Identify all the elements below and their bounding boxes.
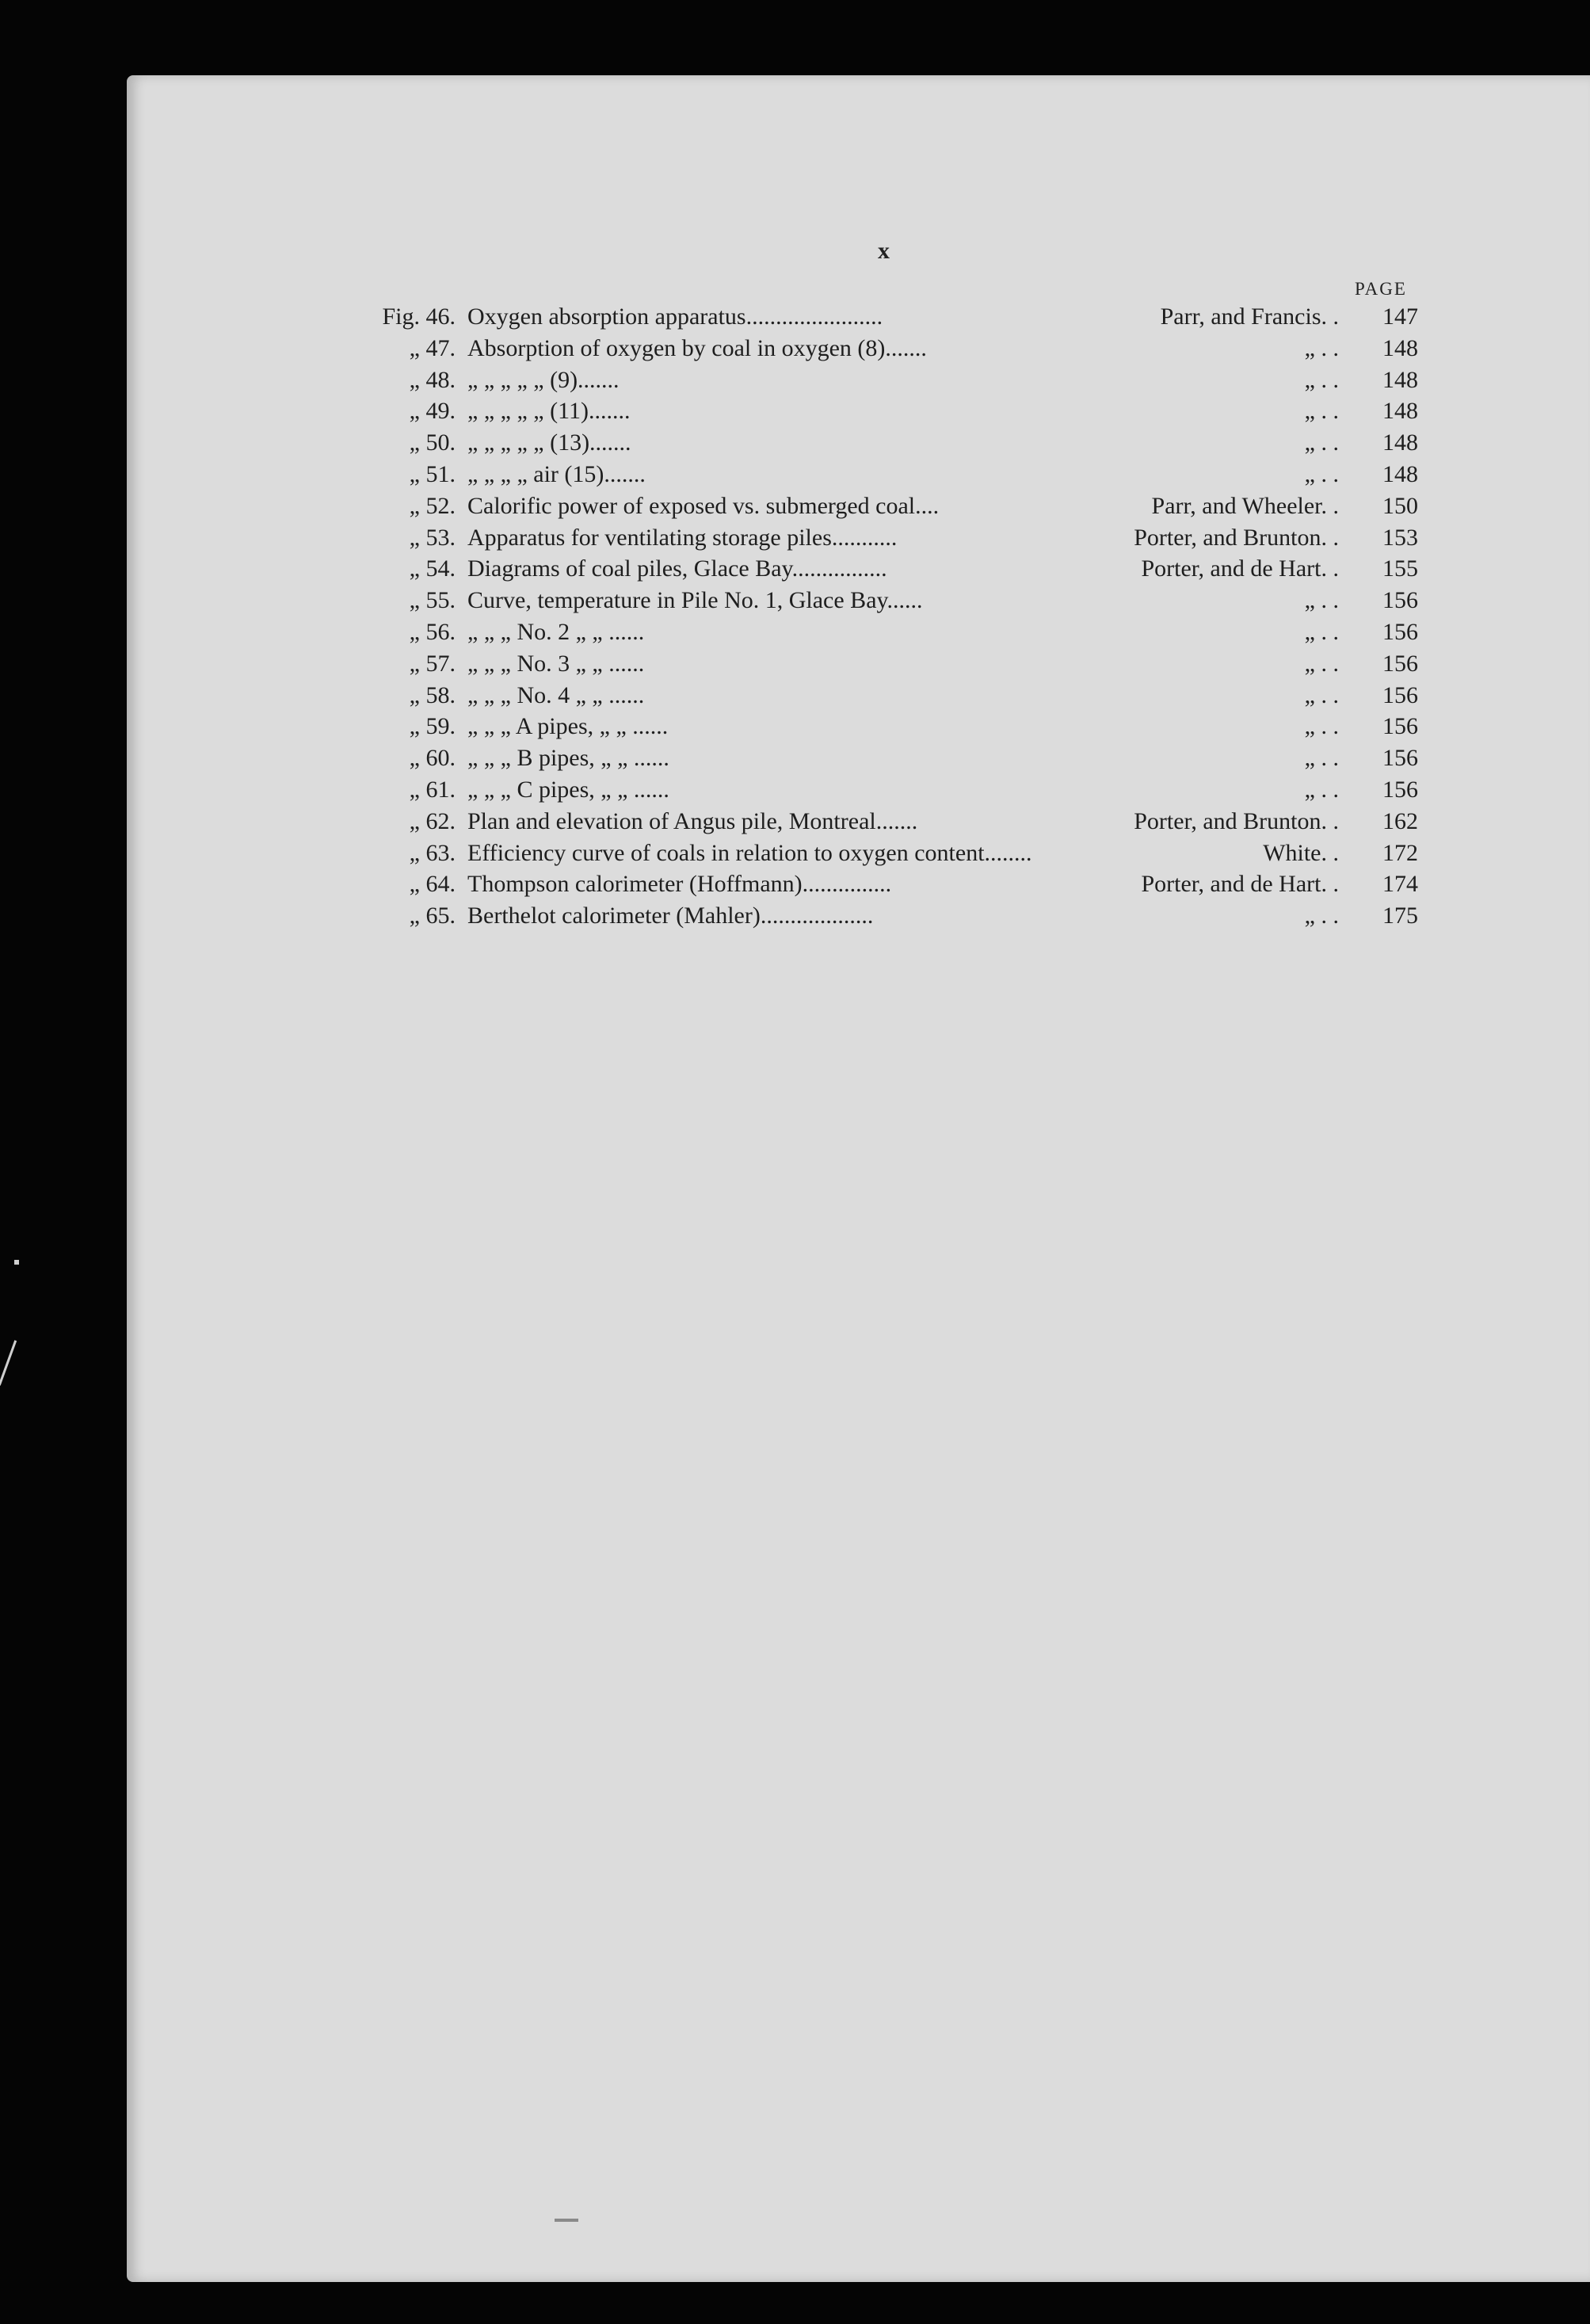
figure-author: „ . . — [1304, 334, 1339, 361]
figure-author: „ . . — [1304, 903, 1339, 929]
figure-page: 156 — [1382, 713, 1418, 740]
list-item — [357, 335, 1418, 367]
figure-page: 155 — [1382, 555, 1418, 582]
figure-page: 148 — [1382, 429, 1418, 456]
list-item — [357, 367, 1418, 399]
figure-title: Absorption of oxygen by coal in oxygen (8)....... — [467, 334, 927, 361]
figure-page: 147 — [1382, 303, 1418, 330]
figure-page: 150 — [1382, 492, 1418, 519]
figure-author: „ . . — [1304, 429, 1339, 456]
list-item — [357, 461, 1418, 493]
figure-number: „ 59. — [409, 713, 456, 740]
figure-title: Thompson calorimeter (Hoffmann)............... — [467, 871, 892, 898]
figure-author: „ . . — [1304, 461, 1339, 487]
list-item — [357, 587, 1418, 619]
list-item — [357, 493, 1418, 525]
figure-page: 148 — [1382, 334, 1418, 361]
figure-title: „ „ „ „ „ (13)....... — [467, 429, 631, 456]
figure-title: „ „ „ C pipes, „ „ ...... — [467, 777, 669, 803]
list-item — [357, 745, 1418, 777]
list-item — [357, 651, 1418, 682]
scan-speck — [0, 1340, 17, 1385]
figure-author: „ . . — [1304, 366, 1339, 393]
figure-page: 156 — [1382, 587, 1418, 614]
list-item — [357, 682, 1418, 714]
figure-number: „ 49. — [409, 398, 456, 425]
figure-title: Efficiency curve of coals in relation to oxygen content........ — [467, 839, 1032, 866]
figure-page: 174 — [1382, 871, 1418, 898]
figure-number: „ 57. — [409, 650, 456, 677]
figure-number: „ 61. — [409, 777, 456, 803]
figure-page: 148 — [1382, 366, 1418, 393]
list-item — [357, 398, 1418, 429]
figure-title: Apparatus for ventilating storage piles........... — [467, 524, 898, 551]
figure-author: „ . . — [1304, 777, 1339, 803]
figure-title: „ „ „ B pipes, „ „ ...... — [467, 745, 669, 772]
figure-page: 153 — [1382, 524, 1418, 551]
figure-number: „ 52. — [409, 492, 456, 519]
figure-number: „ 54. — [409, 555, 456, 582]
figure-number: „ 62. — [409, 807, 456, 834]
figure-number: „ 56. — [409, 619, 456, 645]
list-item — [357, 840, 1418, 872]
figure-number: „ 60. — [409, 745, 456, 772]
figure-author: Porter, and Brunton. . — [1134, 807, 1339, 834]
figure-title: „ „ „ No. 2 „ „ ...... — [467, 619, 645, 645]
figure-number: „ 50. — [409, 429, 456, 456]
figure-title: Curve, temperature in Pile No. 1, Glace Bay...... — [467, 587, 923, 614]
figure-author: Porter, and de Hart. . — [1141, 555, 1339, 582]
page-column-header: PAGE — [1355, 279, 1407, 299]
list-item — [357, 903, 1418, 934]
figure-author: „ . . — [1304, 745, 1339, 772]
figure-author: Parr, and Wheeler. . — [1151, 492, 1339, 519]
figure-title: Oxygen absorption apparatus....................... — [467, 303, 883, 330]
figure-page: 156 — [1382, 745, 1418, 772]
figure-page: 156 — [1382, 619, 1418, 645]
figure-author: „ . . — [1304, 587, 1339, 614]
figure-title: „ „ „ „ air (15)....... — [467, 461, 646, 487]
figure-page: 148 — [1382, 461, 1418, 487]
figure-author: „ . . — [1304, 619, 1339, 645]
figure-author: „ . . — [1304, 713, 1339, 740]
figure-number: „ 64. — [409, 871, 456, 898]
figure-page: 172 — [1382, 839, 1418, 866]
figure-title: „ „ „ No. 4 „ „ ...... — [467, 681, 645, 708]
figure-author: Porter, and de Hart. . — [1141, 871, 1339, 898]
figure-number: „ 55. — [409, 587, 456, 614]
figure-author: White. . — [1263, 839, 1339, 866]
figure-author: „ . . — [1304, 398, 1339, 425]
figure-page: 148 — [1382, 398, 1418, 425]
list-item — [357, 303, 1418, 335]
figure-number: „ 65. — [409, 903, 456, 929]
figure-number: „ 63. — [409, 839, 456, 866]
figure-number: „ 47. — [409, 334, 456, 361]
figure-page: 156 — [1382, 777, 1418, 803]
list-item — [357, 619, 1418, 651]
scan-speck — [555, 2219, 578, 2222]
figure-title: Diagrams of coal piles, Glace Bay................ — [467, 555, 887, 582]
figure-page: 156 — [1382, 681, 1418, 708]
list-item — [357, 555, 1418, 587]
list-item — [357, 525, 1418, 556]
list-item — [357, 808, 1418, 840]
list-item — [357, 871, 1418, 903]
page-number: x — [878, 238, 890, 264]
scan-speck — [14, 1260, 19, 1265]
figure-author: „ . . — [1304, 681, 1339, 708]
list-item — [357, 713, 1418, 745]
figure-author: „ . . — [1304, 650, 1339, 677]
figure-title: „ „ „ „ „ (11)....... — [467, 398, 631, 425]
list-item — [357, 777, 1418, 808]
list-item — [357, 429, 1418, 461]
figure-author: Porter, and Brunton. . — [1134, 524, 1339, 551]
figure-number: „ 58. — [409, 681, 456, 708]
figure-title: „ „ „ A pipes, „ „ ...... — [467, 713, 669, 740]
figure-title: Berthelot calorimeter (Mahler)................... — [467, 903, 874, 929]
figure-title: „ „ „ „ „ (9)....... — [467, 366, 620, 393]
figure-title: Plan and elevation of Angus pile, Montreal....... — [467, 807, 918, 834]
figure-page: 156 — [1382, 650, 1418, 677]
figure-number: „ 48. — [409, 366, 456, 393]
figure-title: Calorific power of exposed vs. submerged coal.... — [467, 492, 940, 519]
figure-number: „ 53. — [409, 524, 456, 551]
figure-page: 175 — [1382, 903, 1418, 929]
figure-number: „ 51. — [409, 461, 456, 487]
figure-page: 162 — [1382, 807, 1418, 834]
figure-author: Parr, and Francis. . — [1160, 303, 1339, 330]
figure-title: „ „ „ No. 3 „ „ ...... — [467, 650, 645, 677]
figure-number: Fig. 46. — [382, 303, 456, 330]
